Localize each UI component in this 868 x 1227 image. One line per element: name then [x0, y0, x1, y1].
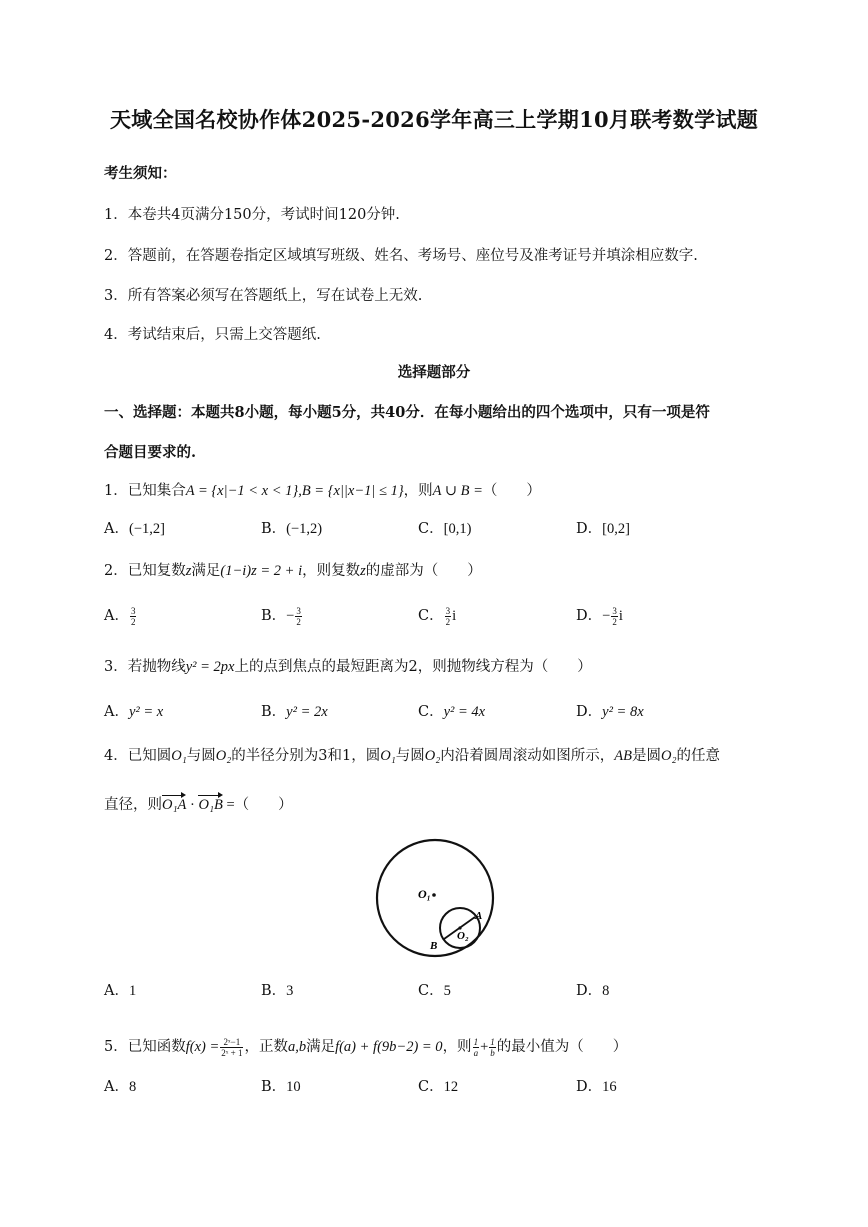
q1-option-b[interactable]: B．(−1,2) — [261, 521, 323, 537]
label-o2: O₂ — [457, 930, 469, 942]
notice-heading: 考生须知： — [104, 165, 177, 182]
q4-option-d[interactable]: D．8 — [576, 983, 610, 999]
question-4-stem-line2: 直径，则O₁A · O₁B =（ ） — [104, 797, 293, 813]
q4-option-a[interactable]: A．1 — [104, 983, 137, 999]
q2-option-b[interactable]: B．− $\frac{3}{2}$ — [261, 605, 301, 627]
notice-item-4: 4．考试结束后，只需上交答题纸. — [104, 327, 321, 343]
notice-item-3: 3．所有答案必须写在答题纸上，写在试卷上无效. — [104, 288, 423, 304]
union-expr: A ∪ B = — [432, 483, 483, 499]
q2-option-a[interactable]: A． $\frac{3}{2}$ — [104, 605, 136, 627]
rolling-circles-figure — [372, 835, 498, 961]
set-b: ,B = {x||x−1| ≤ 1} — [298, 483, 404, 499]
q3-option-d[interactable]: D．y² = 8x — [576, 704, 644, 720]
notice-item-2: 2．答题前，在答题卷指定区域填写班级、姓名、考场号、座位号及准考证号并填涂相应数字. — [104, 248, 698, 264]
label-a: A — [475, 910, 483, 922]
q5-option-d[interactable]: D．16 — [576, 1079, 617, 1095]
vector-o1a: O₁A — [162, 797, 187, 813]
function-condition: f(a) + f(9b−2) = 0 — [335, 1039, 443, 1055]
question-5-stem: 5．已知函数f(x) = $\frac{\text{2ˣ−1}}{\text{2ˣ + 1}}$ ，正数a,b满足f(a) + f(9b−2) = 0，则 $\frac{1}{a}$ + $\frac{1}{b}$ 的最小值为（ ） — [104, 1036, 628, 1058]
exam-title: 天域全国名校协作体2025-2026学年高三上学期10月联考数学试题 — [109, 107, 759, 132]
part-one-heading-line2: 合题目要求的. — [104, 444, 197, 461]
question-1-stem: 1．已知集合A = {x|−1 < x < 1},B = {x||x−1| ≤ 1}，则A ∪ B =（ ） — [104, 483, 541, 499]
q5-option-c[interactable]: C．12 — [418, 1079, 459, 1095]
label-b: B — [430, 940, 438, 952]
q3-option-c[interactable]: C．y² = 4x — [418, 704, 486, 720]
vector-o1b: O₁B — [198, 797, 223, 813]
q4-option-c[interactable]: C．5 — [418, 983, 451, 999]
q2-option-c[interactable]: C． $\frac{3}{2}$ i — [418, 605, 457, 627]
function-fraction: $\frac{\text{2ˣ−1}}{\text{2ˣ + 1}}$ — [221, 1036, 243, 1058]
complex-equation: (1−i)z = 2 + i — [220, 563, 303, 579]
q1-option-a[interactable]: A．(−1,2] — [104, 521, 165, 537]
question-3-stem: 3．若抛物线y² = 2px上的点到焦点的最短距离为2，则抛物线方程为（ ） — [104, 659, 592, 675]
notice-item-1: 1．本卷共4页满分150分，考试时间120分钟. — [104, 207, 400, 223]
label-o1: O₁ — [418, 887, 431, 901]
q3-option-b[interactable]: B．y² = 2x — [261, 704, 328, 720]
q1-option-d[interactable]: D．[0,2] — [576, 521, 630, 537]
set-a: A = {x|−1 < x < 1} — [185, 483, 299, 499]
parabola-equation: y² = 2px — [185, 659, 235, 675]
part-one-heading-line1: 一、选择题：本题共8小题，每小题5分，共40分．在每小题给出的四个选项中，只有一项是符 — [104, 404, 710, 421]
q5-option-b[interactable]: B．10 — [261, 1079, 301, 1095]
question-4-stem-line1: 4．已知圆O₁与圆O₂的半径分别为3和1，圆O₁与圆O₂内沿着圆周滚动如图所示，AB是圆O₂的任意 — [104, 748, 720, 764]
q3-option-a[interactable]: A．y² = x — [104, 704, 164, 720]
q1-option-c[interactable]: C．[0,1) — [418, 521, 472, 537]
q4-option-b[interactable]: B．3 — [261, 983, 294, 999]
center-o1-dot — [432, 893, 436, 897]
q5-option-a[interactable]: A．8 — [104, 1079, 137, 1095]
outer-circle-o1 — [377, 840, 493, 956]
q2-option-d[interactable]: D．− $\frac{3}{2}$ i — [576, 605, 623, 627]
section-title: 选择题部分 — [397, 364, 471, 381]
question-2-stem: 2．已知复数z满足(1−i)z = 2 + i，则复数z的虚部为（ ） — [104, 563, 482, 579]
